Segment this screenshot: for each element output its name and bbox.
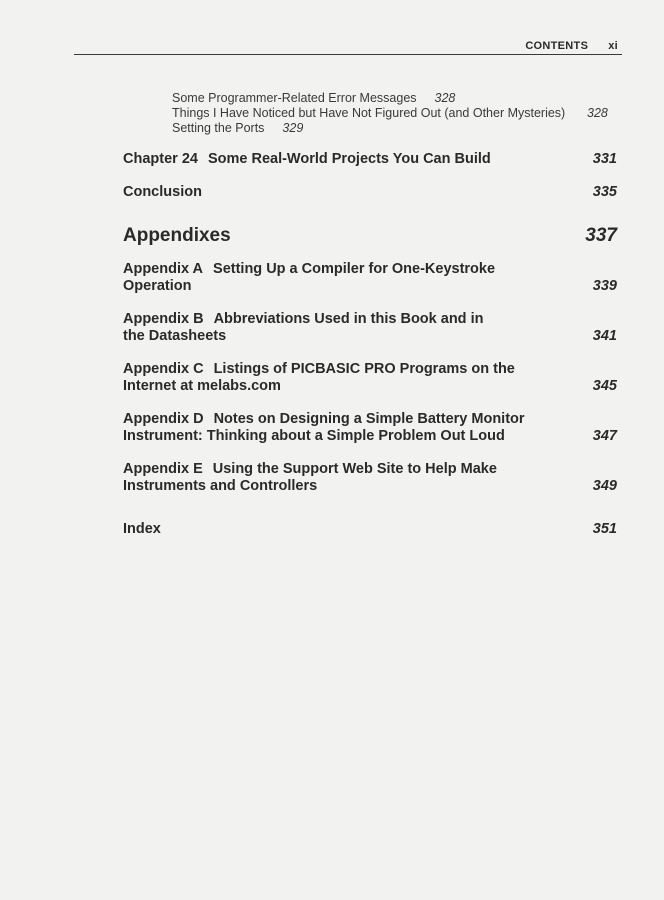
entry-title-line2: Internet at melabs.com — [123, 378, 281, 394]
entry-label: Chapter 24 — [123, 151, 198, 167]
header-section: CONTENTS — [525, 40, 589, 52]
subentry-page: 329 — [282, 121, 304, 135]
entry-page: 345 — [592, 378, 617, 394]
entry-label: Appendix B — [123, 311, 204, 327]
toc-entry-appendixes — [123, 225, 617, 247]
entry-page: 337 — [585, 225, 617, 246]
subentry-title: Some Programmer-Related Error Messages — [172, 91, 417, 105]
entry-title: Appendixes — [123, 225, 231, 246]
header-page-number: xi — [608, 40, 618, 52]
entry-page: 341 — [592, 328, 617, 344]
running-header — [74, 40, 622, 55]
entry-title-line — [123, 311, 617, 328]
toc-subentry — [172, 91, 455, 105]
toc-entry-appendix-e — [123, 461, 617, 495]
entry-label: Appendix C — [123, 361, 204, 377]
entry-title-line1: Listings of PICBASIC PRO Programs on the — [213, 361, 515, 377]
running-header-text — [525, 40, 618, 52]
toc-subentry — [172, 121, 303, 135]
entry-label: Appendix E — [123, 461, 203, 477]
entry-label: Appendix D — [123, 411, 204, 427]
toc-entry-appendix-c — [123, 361, 617, 395]
subentry-title: Things I Have Noticed but Have Not Figured Out (and Other Mysteries) — [172, 106, 566, 120]
entry-title: Index — [123, 521, 161, 537]
toc-entry-appendix-d — [123, 411, 617, 445]
entry-title: Some Real-World Projects You Can Build — [207, 151, 491, 167]
entry-title-line2: the Datasheets — [123, 328, 227, 344]
entry-title-line1: Setting Up a Compiler for One-Keystroke — [213, 261, 496, 277]
entry-title-line — [123, 411, 617, 428]
entry-title-line1: Notes on Designing a Simple Battery Monitor — [213, 411, 525, 427]
entry-page: 347 — [592, 428, 617, 444]
entry-title-line — [123, 461, 617, 478]
toc-entry-chapter-24 — [123, 151, 617, 168]
entry-title-line1: Using the Support Web Site to Help Make — [212, 461, 497, 477]
entry-page: 335 — [592, 184, 617, 200]
entry-title-line — [123, 261, 617, 278]
subentry-page: 328 — [434, 91, 456, 105]
entry-title-line — [123, 361, 617, 378]
entry-title-line1: Abbreviations Used in this Book and in — [213, 311, 484, 327]
entry-title-line2: Operation — [123, 278, 192, 294]
entry-title: Conclusion — [123, 184, 202, 200]
entry-page: 349 — [592, 478, 617, 494]
entry-label: Appendix A — [123, 261, 204, 277]
toc-entry-conclusion — [123, 184, 617, 201]
entry-title-line — [123, 151, 617, 168]
toc-entry-appendix-a — [123, 261, 617, 295]
toc-entry-appendix-b — [123, 311, 617, 345]
entry-title-line2: Instrument: Thinking about a Simple Problem Out Loud — [123, 428, 505, 444]
entry-title-line2: Instruments and Controllers — [123, 478, 318, 494]
subentry-title: Setting the Ports — [172, 121, 265, 135]
toc-subentry — [172, 106, 608, 120]
entry-page: 351 — [592, 521, 617, 537]
entry-page: 331 — [592, 151, 617, 167]
entry-page: 339 — [592, 278, 617, 294]
subentry-page: 328 — [587, 106, 608, 120]
toc-entry-index — [123, 521, 617, 538]
